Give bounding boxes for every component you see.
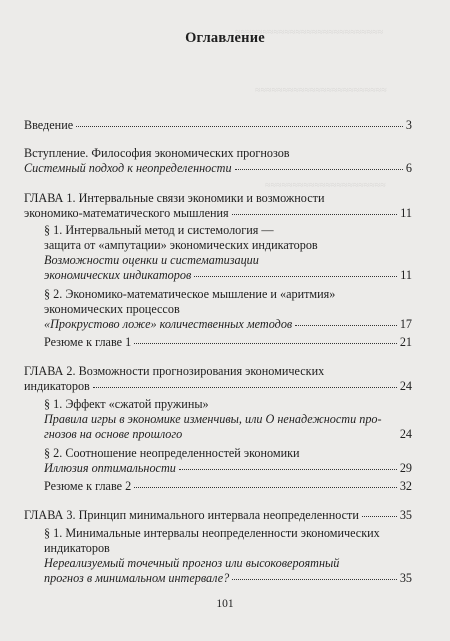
- toc-chapter-1-cont[interactable]: [24, 206, 412, 220]
- toc-page-number: 11: [400, 268, 412, 282]
- page-number: 101: [216, 598, 234, 610]
- toc-chapter-2-cont[interactable]: [24, 379, 412, 393]
- bleed-through: ≈≈≈≈≈≈≈≈≈≈≈≈≈≈≈≈≈≈≈≈≈≈≈≈: [255, 85, 387, 96]
- toc-section-3-1[interactable]: § 1. Минимальные интервалы неопределенности экономических: [44, 526, 380, 540]
- toc-summary-1[interactable]: [44, 335, 412, 349]
- toc-entry-text: Резюме к главе 2: [44, 479, 132, 493]
- dot-leader: [134, 487, 397, 488]
- toc-section-1-1-cont: защита от «ампутации» экономических индикаторов: [44, 238, 318, 252]
- toc-section-1-2-cont: экономических процессов: [44, 302, 180, 316]
- toc-page-number: 17: [399, 317, 412, 331]
- toc-page-number: 11: [400, 206, 412, 220]
- toc-entry-text: экономико-математического мышления: [24, 206, 229, 220]
- toc-section-1-2[interactable]: § 2. Экономико-математическое мышление и «аритмия»: [44, 287, 336, 301]
- bleed-through: ≈≈≈≈≈≈≈≈≈≈≈≈≈≈≈≈≈≈≈≈≈≈: [265, 180, 386, 191]
- dot-leader: [134, 343, 397, 344]
- toc-subentry-2-1[interactable]: Правила игры в экономике изменчивы, или О ненадежности про-: [44, 412, 382, 426]
- toc-subentry-2-2[interactable]: [44, 461, 412, 475]
- toc-page-number: 3: [405, 118, 412, 132]
- dot-leader: [185, 435, 397, 436]
- toc-summary-2[interactable]: [44, 479, 412, 493]
- toc-chapter-1[interactable]: ГЛАВА 1. Интервальные связи экономики и возможности: [24, 191, 325, 205]
- toc-entry-text: экономических индикаторов: [44, 268, 192, 282]
- bleed-through: ≈≈≈≈≈≈≈≈≈≈≈≈≈≈≈≈≈≈≈≈≈≈≈≈≈≈≈: [235, 27, 384, 38]
- toc-subentry-3-1[interactable]: Нереализуемый точечный прогноз или высоковероятный: [44, 556, 340, 570]
- toc-page-number: 24: [399, 427, 412, 441]
- dot-leader: [295, 325, 397, 326]
- toc-entry-text: Резюме к главе 1: [44, 335, 132, 349]
- dot-leader: [235, 169, 403, 170]
- toc-page-number: 21: [399, 335, 412, 349]
- toc-entry-text: Введение: [24, 118, 74, 132]
- toc-subentry-2-1-cont[interactable]: [44, 427, 412, 441]
- dot-leader: [179, 469, 397, 470]
- dot-leader: [194, 276, 397, 277]
- dot-leader: [232, 579, 397, 580]
- dot-leader: [362, 516, 397, 517]
- dot-leader: [93, 387, 397, 388]
- toc-subentry-preface[interactable]: [24, 161, 412, 175]
- toc-title: Оглавление: [185, 30, 265, 46]
- toc-chapter-3[interactable]: [24, 508, 412, 522]
- toc-page-number: 32: [399, 479, 412, 493]
- toc-entry-text: ГЛАВА 3. Принцип минимального интервала неопределенности: [24, 508, 359, 522]
- toc-entry-text: гнозов на основе прошлого: [44, 427, 183, 441]
- toc-subentry-1-2[interactable]: [44, 317, 412, 331]
- toc-entry-text: Иллюзия оптимальности: [44, 461, 176, 475]
- toc-entry-text: «Прокрустово ложе» количественных методов: [44, 317, 293, 331]
- toc-section-2-1[interactable]: § 1. Эффект «сжатой пружины»: [44, 397, 209, 411]
- toc-page-number: 6: [405, 161, 412, 175]
- toc-entry-preface[interactable]: Вступление. Философия экономических прогнозов: [24, 146, 290, 160]
- toc-chapter-2[interactable]: ГЛАВА 2. Возможности прогнозирования экономических: [24, 364, 325, 378]
- toc-entry-text: индикаторов: [24, 379, 90, 393]
- toc-section-2-2[interactable]: § 2. Соотношение неопределенностей экономики: [44, 446, 300, 460]
- toc-subentry-1-1-cont[interactable]: [44, 268, 412, 282]
- toc-entry-intro[interactable]: [24, 118, 412, 132]
- toc-section-1-1[interactable]: § 1. Интервальный метод и системология —: [44, 223, 274, 237]
- toc-entry-text: Системный подход к неопределенности: [24, 161, 232, 175]
- toc-page-number: 35: [399, 508, 412, 522]
- toc-subentry-3-1-cont[interactable]: [44, 571, 412, 585]
- toc-page-number: 35: [399, 571, 412, 585]
- toc-subentry-1-1[interactable]: Возможности оценки и систематизации: [44, 253, 259, 267]
- toc-page-number: 24: [399, 379, 412, 393]
- toc-page-number: 29: [399, 461, 412, 475]
- toc-entry-text: прогноз в минимальном интервале?: [44, 571, 230, 585]
- dot-leader: [232, 214, 398, 215]
- toc-section-3-1-cont: индикаторов: [44, 541, 110, 555]
- dot-leader: [76, 126, 403, 127]
